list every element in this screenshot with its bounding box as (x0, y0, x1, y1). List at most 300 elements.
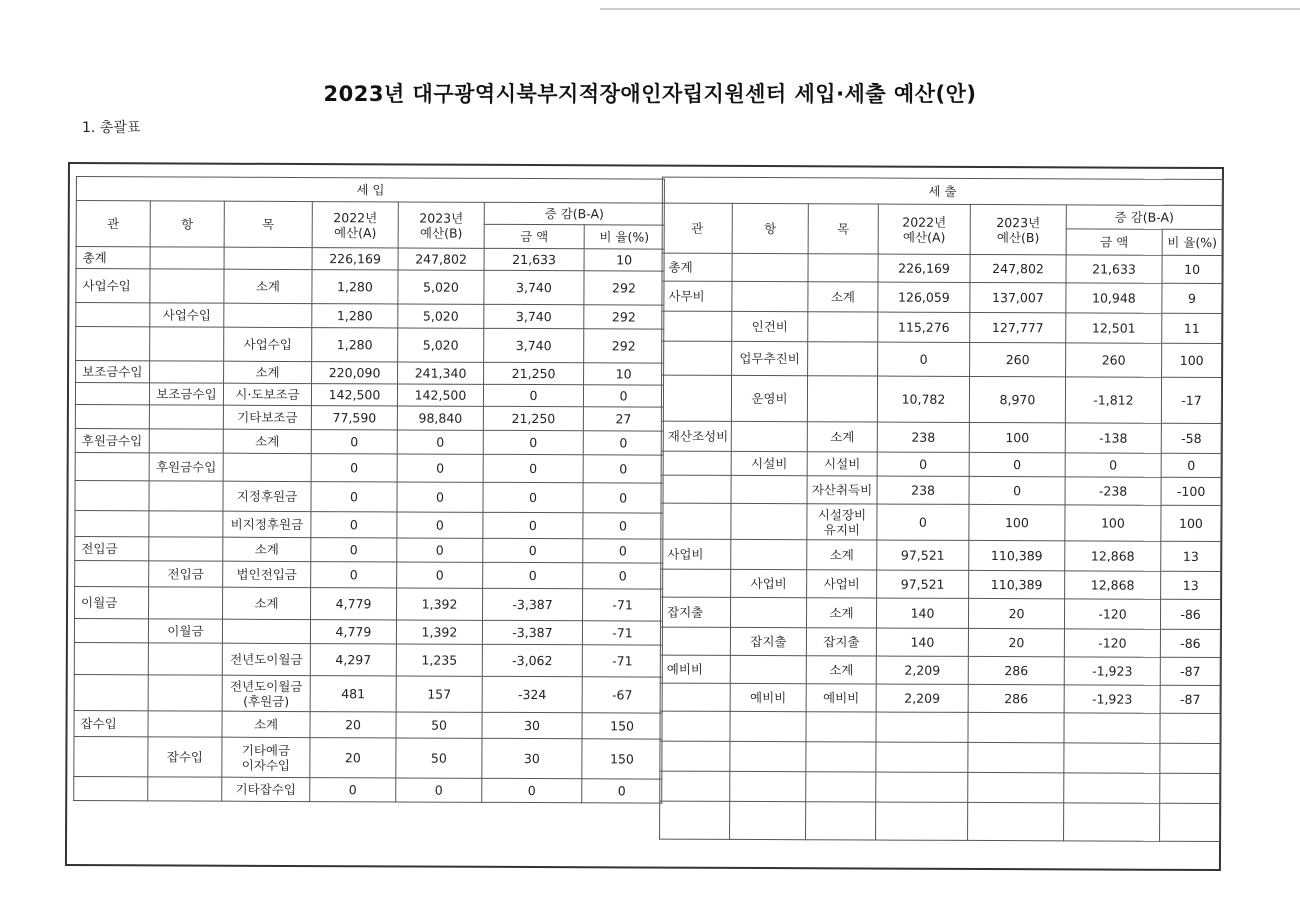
cell-gwan (660, 683, 730, 711)
cell-b: 0 (397, 538, 483, 562)
cell-diff: 21,633 (484, 248, 584, 270)
cell-ratio: 0 (583, 513, 663, 539)
cell-gwan (662, 341, 732, 375)
cell-diff: 0 (483, 430, 583, 454)
cell-b: 1,392 (397, 588, 483, 620)
cell-b: 247,802 (970, 254, 1066, 282)
cell-ratio: 0 (582, 779, 662, 803)
cell-diff: 0 (482, 778, 582, 802)
cell-hang (149, 587, 223, 619)
cell-hang (730, 741, 806, 771)
cell-hang (730, 597, 806, 627)
cell-mok: 사업수입 (224, 327, 312, 361)
cell-diff: 21,250 (484, 362, 584, 384)
cell-b: 5,020 (398, 304, 484, 328)
cell-b: 100 (969, 422, 1065, 452)
cell-mok: 기타보조금 (223, 405, 311, 429)
cell-ratio (1160, 773, 1220, 803)
cell-ratio: -100 (1161, 477, 1221, 505)
cell-diff: -138 (1065, 423, 1161, 453)
table-row (661, 375, 1221, 423)
cell-hang: 잡지출 (730, 627, 806, 655)
cell-a: 226,169 (878, 254, 970, 282)
cell-ratio: 0 (583, 483, 663, 513)
cell-b: 8,970 (969, 376, 1065, 422)
table-row (660, 711, 1220, 743)
cell-gwan: 사무비 (662, 281, 732, 311)
cell-a: 0 (311, 454, 397, 482)
cell-ratio: 10 (584, 363, 664, 385)
table-row (660, 627, 1220, 657)
cell-b: 0 (397, 562, 483, 588)
cell-diff: 0 (483, 454, 583, 482)
table-row (660, 801, 1220, 841)
cell-gwan: 전입금 (75, 537, 149, 561)
cell-a: 0 (877, 452, 969, 476)
cell-b: 0 (397, 512, 483, 538)
cell-gwan (75, 511, 149, 537)
cell-gwan (660, 711, 730, 741)
cell-a: 20 (310, 712, 396, 738)
cell-gwan (74, 675, 148, 711)
cell-gwan (660, 627, 730, 655)
cell-mok (806, 712, 876, 742)
table-row (75, 537, 663, 564)
cell-hang (149, 481, 223, 511)
cell-a: 226,169 (312, 248, 398, 270)
table-row (74, 619, 662, 646)
cell-b: 110,389 (969, 570, 1065, 598)
cell-gwan (660, 801, 730, 839)
cell-a: 0 (311, 430, 397, 454)
table-row (76, 269, 664, 306)
cell-mok: 소계 (808, 282, 878, 312)
cell-mok: 기타잡수입 (222, 777, 310, 801)
cell-b: 137,007 (970, 282, 1066, 312)
col-hang: 항 (732, 203, 808, 253)
cell-hang (730, 801, 806, 839)
cell-gwan: 총계 (76, 247, 150, 269)
cell-hang (730, 655, 806, 683)
col-2022 (312, 202, 398, 248)
cell-ratio: 13 (1161, 541, 1221, 571)
cell-ratio: 9 (1162, 283, 1222, 313)
cell-a: 1,280 (312, 304, 398, 328)
cell-mok: 소계 (806, 656, 876, 684)
cell-diff (1064, 743, 1160, 773)
cell-ratio: 0 (583, 431, 663, 455)
cell-b: 110,389 (969, 540, 1065, 570)
cell-a: 0 (311, 512, 397, 538)
cell-mok: 법인전입금 (223, 561, 311, 587)
cell-b: 286 (968, 656, 1064, 684)
cell-mok: 잡지출 (806, 628, 876, 656)
cell-diff: 12,868 (1065, 571, 1161, 599)
cell-mok (806, 772, 876, 802)
cell-gwan (75, 481, 149, 511)
cell-hang (149, 405, 223, 429)
cell-diff: -3,387 (483, 588, 583, 620)
cell-gwan (660, 771, 730, 801)
cell-a: 0 (311, 562, 397, 588)
cell-ratio: 0 (583, 563, 663, 589)
cell-gwan: 재산조성비 (661, 421, 731, 451)
col-2023-label: 2023년 예산(B) (996, 214, 1041, 245)
table-row (661, 569, 1221, 599)
section-heading: 1. 총괄표 (82, 120, 141, 136)
cell-hang: 사업수입 (150, 303, 224, 327)
cell-ratio: -71 (582, 621, 662, 645)
cell-diff: 0 (483, 512, 583, 538)
cell-hang (149, 429, 223, 453)
expense-header: 세 출 (662, 177, 1222, 205)
cell-mok: 예비비 (806, 684, 876, 712)
cell-ratio: 100 (1161, 505, 1221, 541)
cell-a: 142,500 (311, 384, 397, 406)
cell-diff: -324 (482, 676, 582, 712)
cell-hang (731, 475, 807, 503)
table-row (74, 777, 662, 804)
cell-b: 98,840 (397, 406, 483, 430)
cell-hang (731, 539, 807, 569)
cell-a: 0 (311, 538, 397, 562)
cell-ratio: -67 (582, 677, 662, 713)
cell-a: 77,590 (311, 406, 397, 430)
cell-diff: -1,923 (1064, 657, 1160, 685)
cell-b (968, 742, 1064, 772)
cell-a: 20 (310, 738, 396, 778)
cell-mok: 전년도이월금 (후원금) (222, 675, 310, 711)
cell-ratio (1160, 803, 1220, 841)
cell-a: 4,779 (310, 620, 396, 644)
table-row (75, 453, 663, 484)
cell-b: 50 (396, 712, 482, 738)
cell-b: 50 (396, 738, 482, 778)
cell-diff (1064, 773, 1160, 803)
cell-ratio: 150 (582, 739, 662, 779)
cell-ratio: -71 (583, 589, 663, 621)
cell-gwan: 사업수입 (76, 269, 150, 303)
expense-panel (659, 177, 1222, 865)
cell-a: 4,297 (310, 644, 396, 676)
budget-frame (65, 162, 1224, 871)
cell-a: 97,521 (877, 540, 969, 570)
cell-a: 238 (877, 476, 969, 504)
cell-b: 0 (969, 452, 1065, 476)
cell-ratio: 292 (584, 305, 664, 329)
cell-mok: 시설장비 유지비 (807, 504, 877, 540)
cell-mok: 사업비 (807, 570, 877, 598)
cell-hang (150, 247, 224, 269)
cell-mok: 시설비 (807, 452, 877, 476)
table-row (660, 741, 1220, 773)
cell-a: 97,521 (877, 570, 969, 598)
cell-gwan: 사업비 (661, 539, 731, 569)
cell-mok (224, 247, 312, 269)
cell-gwan: 보조금수입 (76, 361, 150, 383)
table-row (74, 675, 662, 714)
col-ratio: 비 율(%) (1162, 229, 1222, 255)
scan-edge-line (600, 8, 1300, 10)
table-row (662, 311, 1222, 343)
cell-mok (806, 802, 876, 840)
table-row (75, 561, 663, 590)
revenue-header: 세 입 (76, 177, 664, 204)
cell-mok: 소계 (222, 711, 310, 737)
table-row (660, 683, 1220, 713)
cell-b: 286 (968, 684, 1064, 712)
cell-mok (808, 312, 878, 342)
cell-b: 0 (397, 430, 483, 454)
document-title: 2023년 대구광역시북부지적장애인자립지원센터 세입·세출 예산(안) (323, 82, 977, 106)
cell-a: 10,782 (877, 376, 969, 422)
col-mok: 목 (808, 204, 878, 254)
cell-mok: 소계 (806, 598, 876, 628)
cell-gwan (661, 475, 731, 503)
cell-mok: 소계 (807, 422, 877, 452)
cell-a (876, 712, 968, 742)
cell-gwan (661, 503, 731, 539)
cell-mok: 자산취득비 (807, 476, 877, 504)
expense-table (659, 177, 1223, 842)
cell-b: 0 (969, 476, 1065, 504)
table-row (75, 511, 663, 540)
cell-gwan (75, 405, 149, 429)
cell-diff: -238 (1065, 477, 1161, 505)
cell-b: 1,392 (396, 620, 482, 644)
cell-hang (730, 771, 806, 801)
cell-mok: 소계 (223, 587, 311, 619)
cell-a: 0 (878, 342, 970, 376)
cell-ratio (1160, 713, 1220, 743)
cell-diff: 3,740 (484, 304, 584, 328)
cell-hang (732, 281, 808, 311)
cell-mok: 지정후원금 (223, 481, 311, 511)
cell-gwan (76, 303, 150, 327)
cell-hang: 보조금수입 (149, 383, 223, 405)
cell-gwan (661, 375, 731, 421)
cell-gwan: 잡수입 (74, 711, 148, 737)
table-row (75, 587, 663, 622)
table-row (660, 597, 1220, 629)
col-gwan: 관 (76, 201, 150, 247)
table-row (661, 451, 1221, 477)
cell-gwan (74, 737, 148, 777)
cell-b: 0 (397, 454, 483, 482)
table-row (661, 539, 1221, 571)
cell-diff: 21,250 (483, 406, 583, 430)
table-row (74, 643, 662, 678)
revenue-panel (73, 176, 664, 853)
cell-ratio: 0 (1161, 453, 1221, 477)
cell-ratio: 27 (583, 407, 663, 431)
cell-hang (150, 361, 224, 383)
cell-mok (223, 453, 311, 481)
cell-gwan (75, 561, 149, 587)
col-change: 증 감(B-A) (1066, 205, 1222, 230)
table-row (74, 711, 662, 740)
cell-hang (731, 421, 807, 451)
cell-gwan (660, 741, 730, 771)
table-row (662, 281, 1222, 313)
col-amount: 금 액 (484, 224, 584, 248)
cell-ratio (1160, 743, 1220, 773)
cell-gwan: 잡지출 (660, 597, 730, 627)
cell-a: 0 (311, 482, 397, 512)
cell-gwan (75, 383, 149, 405)
table-row (76, 247, 664, 272)
cell-diff: 10,948 (1066, 283, 1162, 313)
cell-hang: 인건비 (732, 311, 808, 341)
cell-ratio: 0 (583, 385, 663, 407)
col-amount: 금 액 (1066, 229, 1162, 255)
cell-hang (730, 711, 806, 741)
cell-hang (149, 511, 223, 537)
cell-hang (149, 537, 223, 561)
cell-b: 241,340 (398, 362, 484, 384)
cell-mok (224, 303, 312, 327)
cell-hang: 시설비 (731, 451, 807, 475)
cell-mok (808, 254, 878, 282)
cell-diff: -3,387 (482, 620, 582, 644)
cell-diff: 100 (1065, 505, 1161, 541)
cell-diff (1064, 713, 1160, 743)
cell-ratio: -87 (1160, 657, 1220, 685)
cell-diff: 12,501 (1066, 313, 1162, 343)
cell-diff: 3,740 (484, 270, 584, 304)
cell-b (968, 712, 1064, 742)
cell-hang (150, 269, 224, 303)
table-row (75, 383, 663, 408)
cell-hang: 전입금 (149, 561, 223, 587)
cell-hang (148, 711, 222, 737)
cell-diff: 3,740 (484, 328, 584, 362)
cell-ratio: 150 (582, 713, 662, 739)
col-ratio: 비 율(%) (584, 225, 664, 249)
cell-gwan: 총계 (662, 253, 732, 281)
cell-ratio: -58 (1161, 423, 1221, 453)
col-2023-label: 2023년 예산(B) (419, 210, 464, 241)
cell-mok: 비지정후원금 (223, 511, 311, 537)
cell-diff: 0 (483, 538, 583, 562)
col-hang: 항 (150, 201, 224, 247)
cell-diff: 21,633 (1066, 255, 1162, 283)
cell-hang: 이월금 (148, 619, 222, 643)
cell-hang: 잡수입 (148, 737, 222, 777)
cell-mok: 기타예금 이자수입 (222, 737, 310, 777)
cell-diff: 260 (1066, 343, 1162, 377)
cell-gwan (75, 453, 149, 481)
cell-mok (807, 376, 877, 422)
cell-mok: 소계 (224, 361, 312, 383)
cell-b: 0 (397, 482, 483, 512)
cell-ratio: 13 (1161, 571, 1221, 599)
cell-b: 142,500 (397, 384, 483, 406)
cell-a: 238 (877, 422, 969, 452)
cell-hang (148, 675, 222, 711)
cell-b (968, 772, 1064, 802)
col-change: 증 감(B-A) (484, 202, 664, 225)
table-row (76, 327, 664, 364)
cell-ratio: -86 (1160, 599, 1220, 629)
cell-hang: 운영비 (731, 375, 807, 421)
cell-ratio: 292 (584, 271, 664, 305)
cell-hang (731, 503, 807, 539)
cell-a: 140 (876, 628, 968, 656)
cell-hang: 업무추진비 (732, 341, 808, 375)
cell-a (876, 772, 968, 802)
table-row (75, 405, 663, 432)
cell-gwan (662, 311, 732, 341)
cell-a: 4,779 (311, 588, 397, 620)
cell-a: 1,280 (312, 328, 398, 362)
col-gwan: 관 (662, 203, 732, 253)
revenue-table (73, 176, 665, 804)
cell-mok: 소계 (224, 269, 312, 303)
cell-diff: -1,923 (1064, 685, 1160, 713)
col-2022-label: 2022년 예산(A) (333, 209, 378, 240)
cell-b: 260 (970, 342, 1066, 376)
cell-hang: 후원금수입 (149, 453, 223, 481)
cell-gwan: 이월금 (75, 587, 149, 619)
cell-hang: 예비비 (730, 683, 806, 711)
cell-diff: 30 (482, 712, 582, 738)
table-row (662, 253, 1222, 283)
table-row (661, 475, 1221, 505)
cell-ratio: -71 (582, 645, 662, 677)
cell-diff: 30 (482, 738, 582, 778)
cell-ratio: 100 (1162, 343, 1222, 377)
cell-b: 5,020 (398, 270, 484, 304)
cell-mok: 소계 (223, 537, 311, 561)
table-row (660, 655, 1220, 685)
cell-ratio: 292 (584, 329, 664, 363)
cell-diff: -120 (1064, 629, 1160, 657)
cell-hang (150, 327, 224, 361)
cell-a (876, 742, 968, 772)
col-mok: 목 (224, 201, 312, 247)
cell-mok: 시·도보조금 (223, 383, 311, 405)
col-2023 (398, 202, 484, 248)
table-row (662, 341, 1222, 377)
cell-a: 115,276 (878, 312, 970, 342)
cell-diff: 0 (483, 562, 583, 588)
cell-ratio: 0 (583, 539, 663, 563)
cell-a: 2,209 (876, 656, 968, 684)
cell-mok: 소계 (807, 540, 877, 570)
cell-b: 1,235 (396, 644, 482, 676)
cell-a: 220,090 (312, 362, 398, 384)
cell-gwan (661, 569, 731, 597)
table-row (661, 421, 1221, 453)
cell-hang (148, 777, 222, 801)
table-row (74, 737, 662, 780)
cell-ratio: 11 (1162, 313, 1222, 343)
cell-diff (1064, 803, 1160, 841)
cell-b: 5,020 (398, 328, 484, 362)
col-2022 (878, 204, 970, 254)
cell-b: 20 (968, 598, 1064, 628)
cell-gwan (661, 451, 731, 475)
cell-hang: 사업비 (731, 569, 807, 597)
cell-gwan (74, 619, 148, 643)
cell-hang (148, 643, 222, 675)
cell-ratio: 10 (1162, 255, 1222, 283)
cell-a: 1,280 (312, 270, 398, 304)
cell-diff: 12,868 (1065, 541, 1161, 571)
cell-a: 0 (877, 504, 969, 540)
col-2023 (970, 204, 1066, 254)
